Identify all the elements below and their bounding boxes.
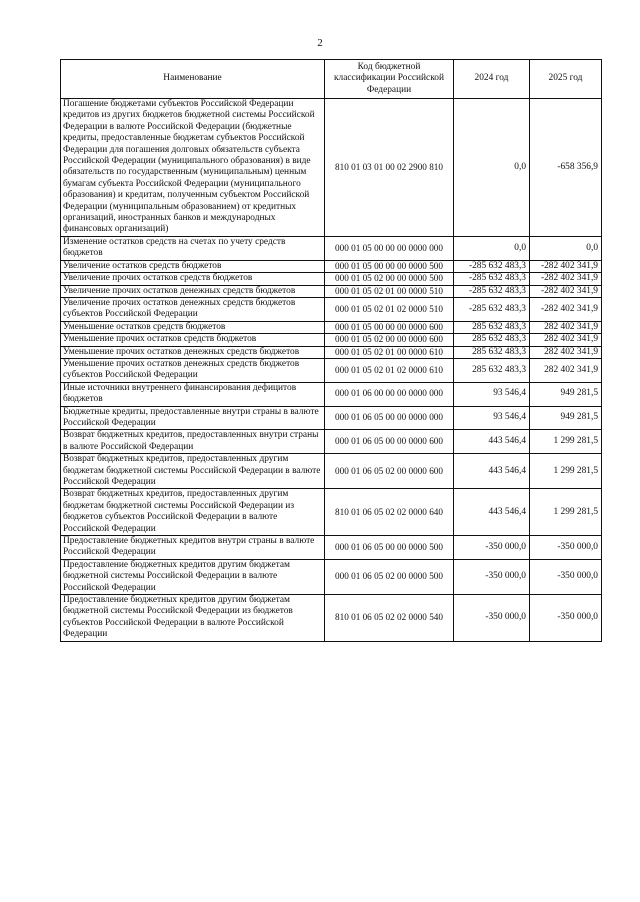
row-value-2025: -282 402 341,9 bbox=[530, 297, 602, 321]
row-value-2024: 443 546,4 bbox=[454, 489, 530, 536]
table-row bbox=[61, 346, 602, 358]
row-value-2025: -350 000,0 bbox=[530, 595, 602, 642]
row-value-2024: 285 632 483,3 bbox=[454, 321, 530, 333]
row-value-2024: -285 632 483,3 bbox=[454, 285, 530, 297]
row-value-2024: 285 632 483,3 bbox=[454, 358, 530, 382]
row-name: Возврат бюджетных кредитов, предоставленных другим бюджетам бюджетной системы Российской Федерации в валюте Российской Федерации bbox=[61, 454, 325, 489]
row-value-2024: -350 000,0 bbox=[454, 536, 530, 560]
row-value-2025: 1 299 281,5 bbox=[530, 489, 602, 536]
row-name: Предоставление бюджетных кредитов другим бюджетам бюджетной системы Российской Федерации из бюджетов субъектов Российской Федерации в валюте Российской Федерации bbox=[61, 595, 325, 642]
row-value-2025: 0,0 bbox=[530, 236, 602, 260]
row-code: 810 01 03 01 00 02 2900 810 bbox=[325, 99, 454, 237]
row-value-2025: 1 299 281,5 bbox=[530, 454, 602, 489]
row-value-2024: 93 546,4 bbox=[454, 406, 530, 430]
table-row bbox=[61, 99, 602, 237]
row-name: Увеличение прочих остатков средств бюджетов bbox=[61, 273, 325, 285]
table-row bbox=[61, 454, 602, 489]
row-value-2024: -285 632 483,3 bbox=[454, 260, 530, 272]
row-code: 810 01 06 05 02 02 0000 540 bbox=[325, 595, 454, 642]
header-name: Наименование bbox=[61, 60, 325, 99]
row-value-2024: 443 546,4 bbox=[454, 430, 530, 454]
row-name: Уменьшение прочих остатков средств бюджетов bbox=[61, 334, 325, 346]
row-code: 000 01 05 02 00 00 0000 500 bbox=[325, 273, 454, 285]
row-code: 000 01 05 00 00 00 0000 500 bbox=[325, 260, 454, 272]
row-code: 000 01 05 02 01 00 0000 510 bbox=[325, 285, 454, 297]
row-value-2025: 1 299 281,5 bbox=[530, 430, 602, 454]
table-row bbox=[61, 358, 602, 382]
page-number: 2 bbox=[317, 37, 323, 49]
row-value-2024: 0,0 bbox=[454, 99, 530, 237]
header-2025: 2025 год bbox=[530, 60, 602, 99]
table-row bbox=[61, 430, 602, 454]
header-2024: 2024 год bbox=[454, 60, 530, 99]
row-value-2025: 949 281,5 bbox=[530, 406, 602, 430]
row-name: Увеличение остатков средств бюджетов bbox=[61, 260, 325, 272]
row-code: 810 01 06 05 02 02 0000 640 bbox=[325, 489, 454, 536]
row-name: Увеличение прочих остатков денежных средств бюджетов bbox=[61, 285, 325, 297]
table-row bbox=[61, 273, 602, 285]
table-row bbox=[61, 406, 602, 430]
row-value-2025: -658 356,9 bbox=[530, 99, 602, 237]
row-code: 000 01 05 02 01 02 0000 510 bbox=[325, 297, 454, 321]
row-code: 000 01 05 00 00 00 0000 600 bbox=[325, 321, 454, 333]
row-value-2024: 93 546,4 bbox=[454, 382, 530, 406]
row-value-2025: 282 402 341,9 bbox=[530, 334, 602, 346]
row-value-2025: -282 402 341,9 bbox=[530, 273, 602, 285]
row-code: 000 01 06 05 00 00 0000 600 bbox=[325, 430, 454, 454]
table-row bbox=[61, 260, 602, 272]
table-header-row bbox=[61, 60, 602, 99]
row-value-2024: 285 632 483,3 bbox=[454, 346, 530, 358]
budget-sources-table bbox=[60, 59, 602, 642]
row-code: 000 01 06 05 00 00 0000 000 bbox=[325, 406, 454, 430]
row-value-2025: 949 281,5 bbox=[530, 382, 602, 406]
row-code: 000 01 05 02 01 02 0000 610 bbox=[325, 358, 454, 382]
row-name: Бюджетные кредиты, предоставленные внутри страны в валюте Российской Федерации bbox=[61, 406, 325, 430]
table-row bbox=[61, 595, 602, 642]
row-name: Уменьшение остатков средств бюджетов bbox=[61, 321, 325, 333]
row-value-2024: -285 632 483,3 bbox=[454, 297, 530, 321]
table-row bbox=[61, 321, 602, 333]
row-name: Уменьшение прочих остатков денежных средств бюджетов bbox=[61, 346, 325, 358]
row-name: Возврат бюджетных кредитов, предоставленных внутри страны в валюте Российской Федерации bbox=[61, 430, 325, 454]
row-name: Возврат бюджетных кредитов, предоставленных другим бюджетам бюджетной системы Российской Федерации из бюджетов субъектов Российской Федерации в валюте Российской Федерации bbox=[61, 489, 325, 536]
table-row bbox=[61, 334, 602, 346]
row-name: Уменьшение прочих остатков денежных средств бюджетов субъектов Российской Федерации bbox=[61, 358, 325, 382]
row-name: Изменение остатков средств на счетах по учету средств бюджетов bbox=[61, 236, 325, 260]
table-row bbox=[61, 236, 602, 260]
row-code: 000 01 06 05 02 00 0000 600 bbox=[325, 454, 454, 489]
row-code: 000 01 05 00 00 00 0000 000 bbox=[325, 236, 454, 260]
row-value-2025: -282 402 341,9 bbox=[530, 260, 602, 272]
row-value-2025: -282 402 341,9 bbox=[530, 285, 602, 297]
row-value-2024: 443 546,4 bbox=[454, 454, 530, 489]
row-code: 000 01 05 02 00 00 0000 600 bbox=[325, 334, 454, 346]
table-row bbox=[61, 489, 602, 536]
row-code: 000 01 05 02 01 00 0000 610 bbox=[325, 346, 454, 358]
table-row bbox=[61, 297, 602, 321]
row-value-2024: 0,0 bbox=[454, 236, 530, 260]
row-value-2024: -350 000,0 bbox=[454, 595, 530, 642]
row-name: Погашение бюджетами субъектов Российской Федерации кредитов из других бюджетов бюджетной системы Российской Федерации в валюте Российской Федерации (бюджетные кредиты, предоставленные бюджетам субъектов Российской Федерации для погашения долговых обязательств субъекта Российской Федерации (муниципального образования) в виде обязательств по государственным (муниципальным) ценным бумагам субъекта Российской Федерации (муниципального образования) и кредитам, полученным субъектом Российской Федерации (муниципальным образованием) от кредитных организаций, иностранных банков и международных финансовых организаций) bbox=[61, 99, 325, 237]
row-value-2025: 282 402 341,9 bbox=[530, 358, 602, 382]
row-code: 000 01 06 00 00 00 0000 000 bbox=[325, 382, 454, 406]
row-value-2025: -350 000,0 bbox=[530, 559, 602, 594]
table-row bbox=[61, 536, 602, 560]
row-name: Увеличение прочих остатков денежных средств бюджетов субъектов Российской Федерации bbox=[61, 297, 325, 321]
row-name: Иные источники внутреннего финансирования дефицитов бюджетов bbox=[61, 382, 325, 406]
row-value-2025: 282 402 341,9 bbox=[530, 346, 602, 358]
row-code: 000 01 06 05 00 00 0000 500 bbox=[325, 536, 454, 560]
row-value-2024: 285 632 483,3 bbox=[454, 334, 530, 346]
table-row bbox=[61, 382, 602, 406]
row-name: Предоставление бюджетных кредитов другим бюджетам бюджетной системы Российской Федерации в валюте Российской Федерации bbox=[61, 559, 325, 594]
header-code: Код бюджетной классификации Российской Федерации bbox=[325, 60, 454, 99]
row-value-2024: -350 000,0 bbox=[454, 559, 530, 594]
row-value-2024: -285 632 483,3 bbox=[454, 273, 530, 285]
table-row bbox=[61, 285, 602, 297]
row-value-2025: 282 402 341,9 bbox=[530, 321, 602, 333]
row-code: 000 01 06 05 02 00 0000 500 bbox=[325, 559, 454, 594]
row-value-2025: -350 000,0 bbox=[530, 536, 602, 560]
row-name: Предоставление бюджетных кредитов внутри страны в валюте Российской Федерации bbox=[61, 536, 325, 560]
table-row bbox=[61, 559, 602, 594]
